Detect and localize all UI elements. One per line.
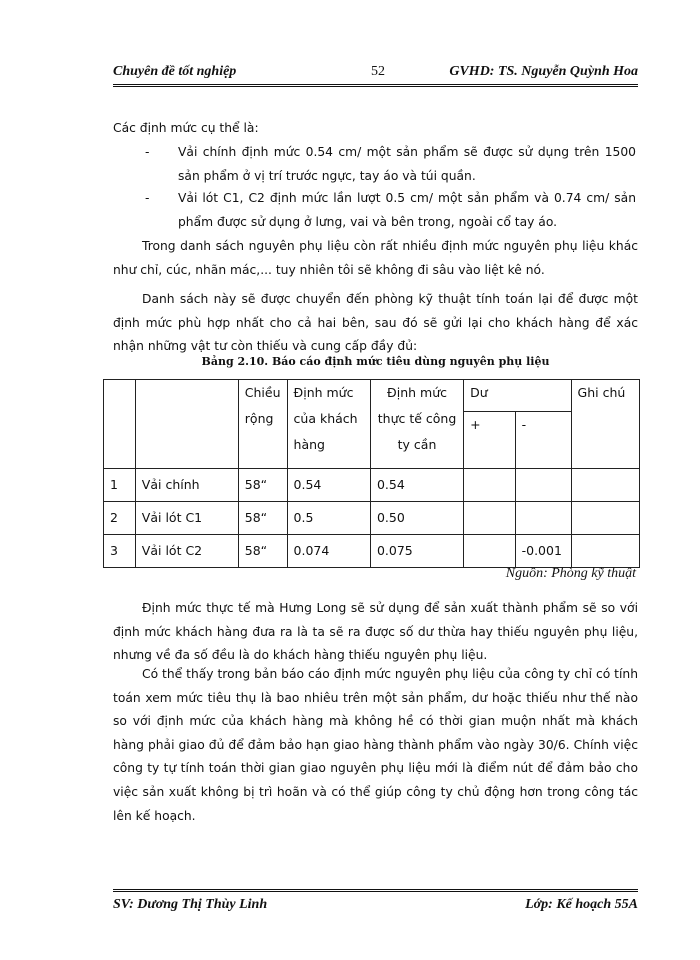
footer-class: Lớp: Kế hoạch 55A <box>525 897 638 912</box>
cell-note <box>571 502 639 535</box>
paragraph: Trong danh sách nguyên phụ liệu còn rất nhiều định mức nguyên phụ liệu khác như chỉ, cúc, nhãn mác,... tuy nhiên tôi sẽ không đi sâu vào liệt kê nó. <box>113 239 638 277</box>
header-title: Chuyên đề tốt nghiệp <box>113 64 237 79</box>
paragraph: Định mức thực tế mà Hưng Long sẽ sử dụng để sản xuất thành phẩm sẽ so với định mức khách hàng đưa ra là ta sẽ ra được số dư thừa hay thiếu nguyên phụ liệu, nhưng về đa số đều là do khách hàng thiếu nguyên phụ liệu. <box>113 601 638 663</box>
table-source: Nguồn: Phòng kỹ thuật <box>505 566 636 581</box>
page-number: 52 <box>371 64 385 79</box>
cell-customer: 0.54 <box>287 469 370 502</box>
table-row <box>104 502 640 535</box>
header-width: Chiều rộng <box>238 380 287 469</box>
cell-plus <box>464 535 515 568</box>
bullet-marker: - <box>145 145 150 159</box>
header-advisor: GVHD: TS. Nguyễn Quỳnh Hoa <box>449 64 638 79</box>
bullet-item <box>145 187 636 234</box>
paragraph: Có thể thấy trong bản báo cáo định mức nguyên phụ liệu của công ty chỉ có tính toán xem mức tiêu thụ là bao nhiêu trên một sản phẩm, dư hoặc thiếu như thế nào so với định mức của khách hàng mà không hề có thời gian muộn nhất mà khách hàng phải giao đủ để đảm bảo hạn giao hàng thành phẩm vào ngày 30/6. Chính việc công ty tự tính toán thời gian giao nguyên phụ liệu mới là điểm nút để đảm bảo cho việc sản xuất không bị trì hoãn và có thể giúp công ty chủ động hơn trong công tác lên kế hoạch. <box>113 667 638 823</box>
cell-note <box>571 535 639 568</box>
bullet-marker: - <box>145 191 150 205</box>
header-note: Ghi chú <box>571 380 639 469</box>
cell-minus <box>515 502 571 535</box>
cell-name: Vải lót C1 <box>135 502 238 535</box>
cell-actual: 0.54 <box>370 469 463 502</box>
cell-actual: 0.50 <box>370 502 463 535</box>
intro-text: Các định mức cụ thể là: <box>113 121 259 135</box>
page-footer <box>113 889 638 914</box>
header-cell <box>135 380 238 469</box>
cell-customer: 0.5 <box>287 502 370 535</box>
cell-width: 58“ <box>238 502 287 535</box>
cell-no: 1 <box>104 469 136 502</box>
header-plus: + <box>464 412 515 469</box>
header-cell <box>104 380 136 469</box>
table-header-row <box>104 380 640 412</box>
cell-no: 3 <box>104 535 136 568</box>
header-minus: - <box>515 412 571 469</box>
cell-minus: -0.001 <box>515 535 571 568</box>
header-customer-norm: Định mức của khách hàng <box>287 380 370 469</box>
table-row <box>104 535 640 568</box>
cell-customer: 0.074 <box>287 535 370 568</box>
page-header <box>113 62 638 87</box>
cell-plus <box>464 469 515 502</box>
cell-plus <box>464 502 515 535</box>
cell-minus <box>515 469 571 502</box>
cell-name: Vải lót C2 <box>135 535 238 568</box>
cell-name: Vải chính <box>135 469 238 502</box>
bullet-text: Vải lót C1, C2 định mức lần lượt 0.5 cm/ một sản phẩm và 0.74 cm/ sản phẩm được sử dụng ở lưng, vai và bên trong, ngoài cổ tay áo. <box>178 191 636 229</box>
cell-note <box>571 469 639 502</box>
header-surplus: Dư <box>464 380 571 412</box>
bullet-item <box>145 141 636 188</box>
footer-student: SV: Dương Thị Thùy Linh <box>113 897 268 912</box>
cell-actual: 0.075 <box>370 535 463 568</box>
table-caption: Bảng 2.10. Báo cáo định mức tiêu dùng nguyên phụ liệu <box>201 355 550 368</box>
cell-width: 58“ <box>238 469 287 502</box>
cell-width: 58“ <box>238 535 287 568</box>
table-row <box>104 469 640 502</box>
paragraph: Danh sách này sẽ được chuyển đến phòng kỹ thuật tính toán lại để được một định mức phù hợp nhất cho cả hai bên, sau đó sẽ gửi lại cho khách hàng để xác nhận những vật tư còn thiếu và cung cấp đầy đủ: <box>113 292 638 354</box>
header-actual-norm: Định mức thực tế công ty cần <box>370 380 463 469</box>
cell-no: 2 <box>104 502 136 535</box>
bullet-text: Vải chính định mức 0.54 cm/ một sản phẩm sẽ được sử dụng trên 1500 sản phẩm ở vị trí trước ngực, tay áo và túi quần. <box>178 145 636 183</box>
material-norm-table <box>103 379 640 568</box>
